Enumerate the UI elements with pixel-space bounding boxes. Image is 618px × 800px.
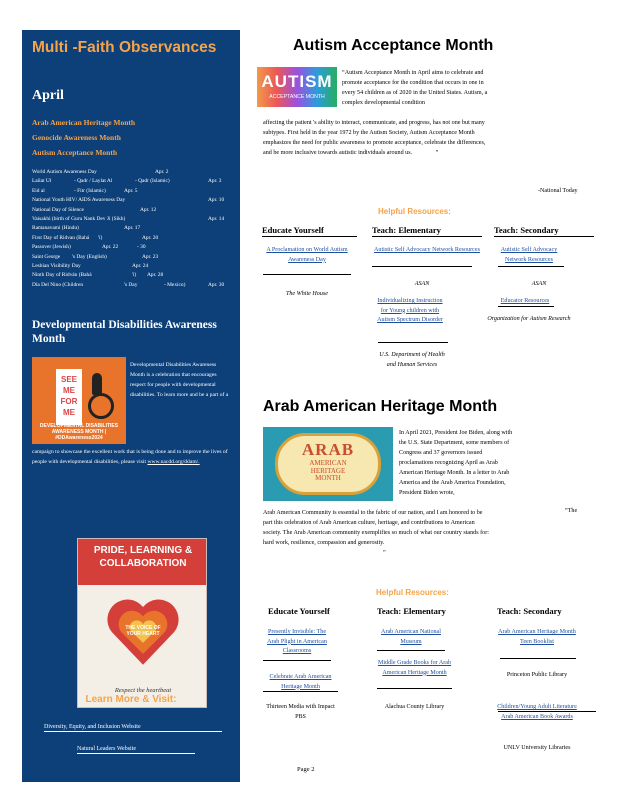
dd-awareness-image [32,357,126,444]
arab-heritage-logo [263,427,393,501]
autism-source: -National Today [538,188,578,194]
learn-more-heading: Learn More & Visit: [85,694,177,705]
link-underline [498,711,596,712]
link-underline [377,688,452,689]
link-underline [263,274,351,275]
link-underline [263,660,331,661]
arab-museum-link[interactable]: Arab American National Museum [381,629,441,645]
helpful-resources-heading: Helpful Resources: [378,207,451,216]
arab-description-cont: Arab American Community is essential to the fabric of our nation, and I am honored to be part this celebration of Arab American culture, heritage, and contributions to American society. The Arab American community exemplifies so much of what our country stands for: hard work, resilience, compassion and generosity. ” [263,510,489,556]
alachua-source: Alachua County Library [384,704,445,710]
heritage-month: Autism Acceptance Month [32,148,117,157]
educate-yourself-heading: Educate Yourself [262,225,324,235]
date-row: Eid al - Fitr (Islamic) Apr. 5 [32,187,138,194]
teach-secondary-heading: Teach: Secondary [494,225,559,235]
celebrate-arab-american-link[interactable]: Celebrate Arab American Heritage Month [269,674,332,690]
asan-resources-link[interactable]: Autistic Self Advocacy Network Resources [374,247,480,253]
date-row: Saint George 's Day (English) Apr. 23 [32,253,159,260]
teach-elementary-heading: Teach: Elementary [377,606,446,616]
date-row: Passover (Jewish) Apr. 22 - 30 [32,244,146,251]
heritage-months-list [32,115,232,160]
arab-logo-sub: AMERICAN HERITAGE MONTH [309,459,347,482]
heritage-month: Genocide Awareness Month [32,133,121,142]
sidebar [22,30,240,782]
oar-source: Organization for Autism Research [487,316,571,322]
autism-acceptance-logo [257,67,337,107]
princeton-source: Princeton Public Library [506,672,568,678]
nacdd-link[interactable]: www.nacdd.org/ddam/. [147,459,200,465]
date-row: Ninth Day of Ridván (Bahá 'í) Apr. 28 [32,272,164,279]
arab-description: In April 2021, President Joe Biden, along with the U.S. State Department, some members of Congress and 37 governors issued proclamations recognizing April as Arab American Heritage Month. In a letter to Arab America and the Arab America Foundation, President Biden wrote, [399,430,513,496]
educate-yourself-heading: Educate Yourself [268,606,330,616]
arab-logo-word: ARAB [301,440,355,459]
middle-grade-books-link[interactable]: Middle Grade Books for Arab American Heritage Month [377,660,452,676]
autism-logo-word: AUTISM [261,72,333,91]
observance-dates [32,168,232,290]
heading-underline [262,236,357,237]
heading-underline [372,236,482,237]
dd-description-cont: campaign to showcase the excellent work that is being done and to improve the lives of people with developmental disabilities, please visit www.nacdd.org/ddam/. [32,449,228,465]
link-underline [498,306,554,307]
dd-description: Developmental Disabilities Awareness Month is a celebration that encourages respect for people with developmental disabilities. To learn more and be a part of a [130,362,229,398]
see-me-sign: SEE ME FOR ME [56,369,82,425]
white-house-source: The White House [286,291,328,297]
date-row: World Autism Awareness Day Apr. 2 [32,169,169,175]
presently-invisible-link[interactable]: Presently Invisible: The Arab Plight in American Classrooms [267,629,327,654]
dd-image-caption: DEVELOPMENTAL DISABILITIES AWARENESS MONTH | #DDAwareness2024 [39,423,119,441]
date-row: National Youth HIV/ AIDS Awareness Day Apr. 10 [32,197,225,204]
link-underline [377,650,445,651]
date-row: Lesbian Visibility Day Apr. 24 [32,262,149,269]
helpful-resources-heading: Helpful Resources: [376,588,449,597]
arab-section-title: Arab American Heritage Month [263,398,498,415]
autism-quote: “Autism Acceptance Month in April aims to celebrate and promote acceptance for the condition that occurs in one in every 54 children as of 2020 in the United States. Autism, a complex developmental condition [342,70,488,106]
open-quote: “The [565,508,578,514]
book-awards-link[interactable]: Children/Young Adult Literature Arab American Book Awards [497,704,577,720]
dd-month-title: Developmental Disabilities Awareness Month [32,319,217,345]
asan-source: ASAN [414,281,430,287]
link-underline [378,342,448,343]
heritage-month: Arab American Heritage Month [32,118,136,127]
wheelchair-icon [88,393,114,419]
date-row: Lailat Ul - Qadr / Laylat Al - Qadr (Islamic) Apr. 3 [32,178,222,185]
link-underline [263,691,338,692]
pride-learning-poster [77,538,207,708]
unlv-source: UNLV University Libraries [503,745,571,751]
date-row: National Day of Silence Apr. 12 [32,206,157,213]
link-underline [500,658,576,659]
date-row: Vaisakhi (birth of Guru Nank Dev Ji (Sikh) Apr. 14 [32,215,225,222]
sidebar-month: April [32,88,64,103]
heading-underline [494,236,594,237]
proclamation-link[interactable]: A Proclamation on World Autism Awareness Day [266,247,348,263]
hhs-source: U.S. Department of Health and Human Services [379,352,445,368]
asan-source-secondary: ASAN [531,281,547,287]
individualizing-instruction-link[interactable]: Individualizing Instruction for Young children with Autism Spectrum Disorder [377,298,443,323]
sidebar-title: Multi -Faith Observances [32,39,217,56]
educator-resources-link[interactable]: Educator Resources [500,298,550,304]
autism-logo-sub: ACCEPTANCE MONTH [269,94,325,100]
page-number: Page 2 [297,766,315,773]
link-underline [372,266,472,267]
poster-footer: Respect the heartbeat [114,687,172,694]
teach-secondary-heading: Teach: Secondary [497,606,562,616]
autism-quote-cont: affecting the patient 's ability to interact, communicate, and progress, has not one but many subtypes. First held in the year 1972 by the Autism Society, Autism Acceptance Month emphasizes the need for public awareness to promote acceptance, celebrate the differences, and be more inclusive towards autistic individuals around us. ” [263,120,486,156]
link-underline [498,266,564,267]
teen-booklist-link[interactable]: Arab American Heritage Month Teen Booklist [498,629,576,645]
autism-section-title: Autism Acceptance Month [293,37,494,54]
poster-title: PRIDE, LEARNING & COLLABORATION [93,545,193,569]
date-row: Ramanavami (Hindu) Apr. 17 [32,225,141,232]
person-figure-icon [92,373,102,395]
heart-caption: THE VOICE OF YOUR HEART [125,625,161,637]
natural-leaders-link[interactable]: Natural Leaders Website [77,746,195,754]
asan-resources-link-secondary[interactable]: Autistic Self Advocacy Network Resources [500,247,558,263]
pbs-source: Thirteen Media with Impact PBS [266,704,335,720]
date-row: First Day of Ridvan (Bahá 'í) Apr. 20 [32,234,159,241]
dei-website-link[interactable]: Diversity, Equity, and Inclusion Website [44,724,222,732]
teach-elementary-heading: Teach: Elementary [372,225,441,235]
date-row: Día Del Nino (Children 's Day - Mexico) Apr. 30 [32,281,225,288]
